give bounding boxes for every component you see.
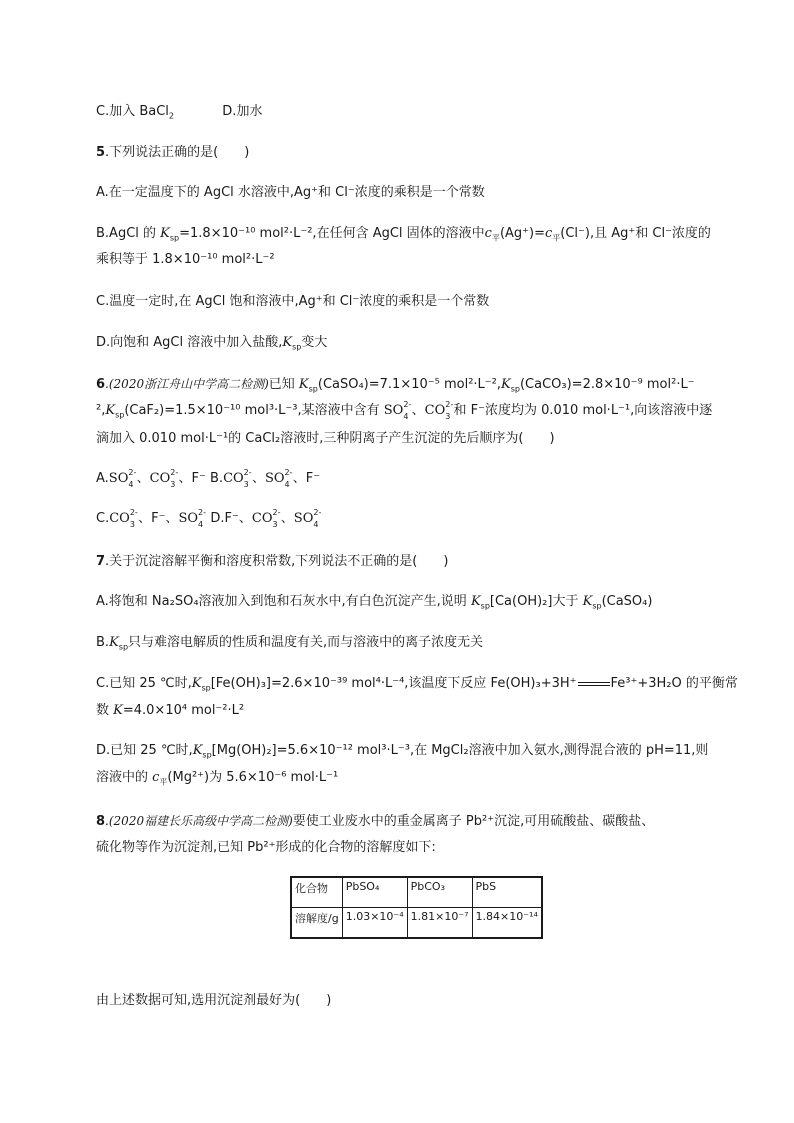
q8-after-table: 由上述数据可知,选用沉淀剂最好为( ) bbox=[96, 993, 332, 1008]
q5-number: 5 bbox=[96, 145, 106, 160]
q6-options-ab: A.SO 2- 4 、CO 2- 3 、F⁻ B.CO 2- 3 、SO 2- 4 、F⁻ bbox=[96, 468, 321, 489]
solubility-table bbox=[290, 876, 543, 939]
q7-stem: 7.关于沉淀溶解平衡和溶度积常数,下列说法不正确的是( ) bbox=[96, 554, 449, 569]
table-cell: PbCO₃ bbox=[407, 877, 472, 908]
q6-number: 6 bbox=[96, 377, 106, 392]
q6-line2: $^2,K_{sp}(CaF_2)=1.5\times 10^{-10}$ mol³·L⁻³,某溶液中含有 SO 2- 4 、CO 2- 3 和 F⁻浓度均为 0.010 mol·L⁻¹,向该溶液中逐 bbox=[96, 400, 713, 421]
q8-line2: 硫化物等作为沉淀剂,已知 Pb²⁺形成的化合物的溶解度如下: bbox=[96, 840, 436, 855]
q7-option-c-line2: 数 K=4.0×10⁴ mol⁻²·L² bbox=[96, 703, 245, 718]
q7-number: 7 bbox=[96, 554, 106, 569]
q6-options-cd: C.CO 2- 3 、F⁻、SO 2- 4 D.F⁻、CO 2- 3 、SO 2- 4 bbox=[96, 508, 322, 529]
q5-option-a: A.在一定温度下的 AgCl 水溶液中,Ag⁺和 Cl⁻浓度的乘积是一个常数 bbox=[96, 185, 485, 200]
q6-line3: 滴加入 0.010 mol·L⁻¹的 CaCl₂溶液时,三种阴离子产生沉淀的先后顺序为( ) bbox=[96, 431, 555, 446]
table-cell: 化合物 bbox=[291, 877, 342, 908]
q4-option-c: C.加入 BaCl bbox=[96, 104, 169, 119]
q4-option-d: D.加水 bbox=[222, 104, 263, 119]
q4-options-cd: C.加入 BaCl$_2$ D.加水 bbox=[96, 104, 263, 121]
q5-option-b-line2: 乘积等于 1.8×10⁻¹⁰ mol²·L⁻² bbox=[96, 252, 275, 267]
q5-option-c: C.温度一定时,在 AgCl 饱和溶液中,Ag⁺和 Cl⁻浓度的乘积是一个常数 bbox=[96, 294, 490, 309]
q7-option-a: A.将饱和 Na₂SO₄溶液加入到饱和石灰水中,有白色沉淀产生,说明 $K_{sp}[Ca(OH)_2]$大于 $K_{sp}(CaSO_4)$ bbox=[96, 594, 653, 611]
q8-line1: 8.(2020福建长乐高级中学高二检测)要使工业废水中的重金属离子 Pb²⁺沉淀,可用硫酸盐、碳酸盐、 bbox=[96, 814, 655, 829]
q6-line1: 6.(2020浙江舟山中学高二检测)已知 $K_{sp}(CaSO_4)=7.1\times 10^{-5}$ $mol^2\cdot L^{-2},K_{sp}(CaCO_3)=2.8\times 10^{-9}$ mol²·L⁻ bbox=[96, 377, 695, 394]
carbonate-ion: CO 2- 3 bbox=[424, 400, 454, 421]
q7-option-c-line1: C.已知 25 ℃时$,K_{sp}[Fe(OH)_3]=2.6\times 10^{-39}$ mol⁴·L⁻⁴,该温度下反应 Fe(OH)₃+3H⁺ Fe³⁺+3H₂O 的平衡常 bbox=[96, 676, 738, 693]
table-cell: 1.84×10⁻¹⁴ bbox=[472, 908, 542, 939]
q7-option-d-line2: 溶液中的 $c_平(Mg^{2+})$为 5.6×10⁻⁶ mol·L⁻¹ bbox=[96, 770, 339, 787]
q7-option-b: $B.K_{sp}$只与难溶电解质的性质和温度有关,而与溶液中的离子浓度无关 bbox=[96, 635, 484, 652]
sulfate-ion: SO 2- 4 bbox=[383, 400, 412, 421]
table-cell: 1.03×10⁻⁴ bbox=[342, 908, 407, 939]
q5-option-b-line1: B.AgCl 的 $K_{sp}=1.8\times 10^{-10}$ mol²·L⁻²,在任何含 AgCl 固体的溶液中$c_平(Ag^+)=c_平(Cl^-)$,且 Ag⁺和 Cl⁻浓度的 bbox=[96, 226, 711, 243]
table-cell: 1.81×10⁻⁷ bbox=[407, 908, 472, 939]
table-header-row bbox=[291, 877, 542, 908]
q8-source: .(2020福建长乐高级中学高二检测) bbox=[105, 814, 293, 828]
table-cell: PbSO₄ bbox=[342, 877, 407, 908]
q5-stem: 5.下列说法正确的是( ) bbox=[96, 145, 250, 160]
q8-number: 8 bbox=[96, 814, 106, 829]
q5-option-d: D.向饱和 AgCl 溶液中加入盐酸$,K_{sp}$变大 bbox=[96, 335, 328, 352]
table-cell: PbS bbox=[472, 877, 542, 908]
q6-source: .(2020浙江舟山中学高二检测) bbox=[105, 377, 269, 391]
table-row bbox=[291, 908, 542, 939]
equilibrium-arrow-icon bbox=[578, 682, 610, 686]
q7-option-d-line1: D.已知 25 ℃时$,K_{sp}[Mg(OH)_2]=5.6\times 10^{-12}$ mol³·L⁻³,在 MgCl₂溶液中加入氨水,测得混合液的 pH=11,则 bbox=[96, 743, 709, 760]
table-cell: 溶解度/g bbox=[291, 908, 342, 939]
